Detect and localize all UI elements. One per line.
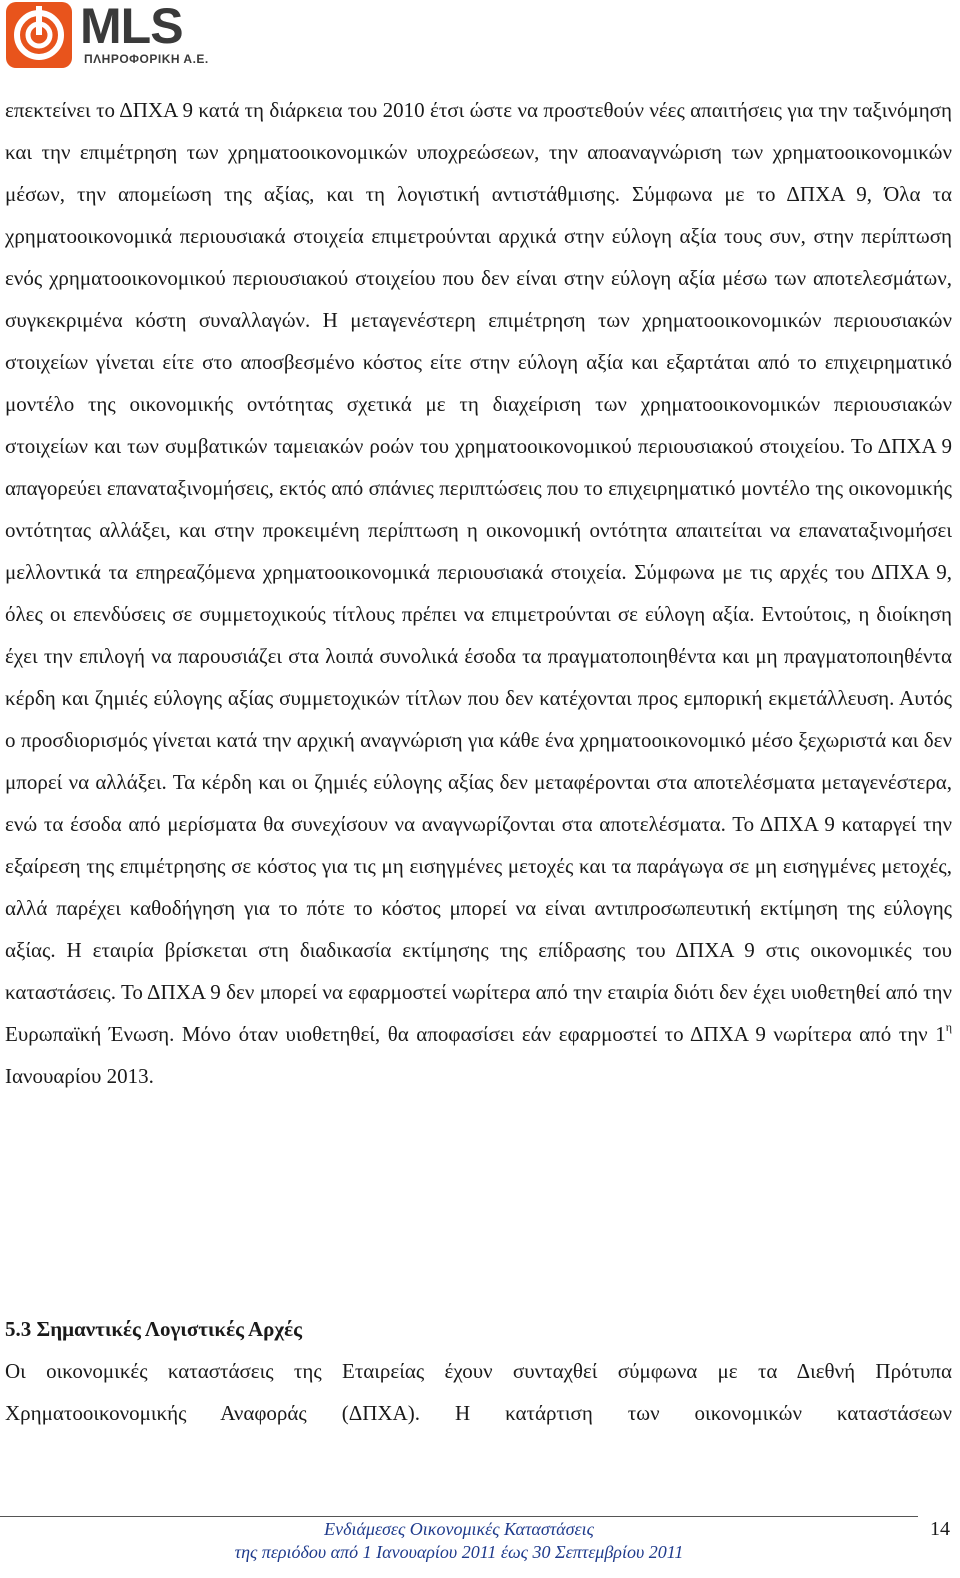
date-superscript: η [945, 1020, 952, 1034]
body-paragraph [5, 89, 952, 1097]
body-paragraph-text: επεκτείνει το ΔΠΧΑ 9 κατά τη διάρκεια του 2010 έτσι ώστε να προστεθούν νέες απαιτήσεις για την ταξινόμηση και την επιμέτρηση των χρηματοοικονομικών υποχρεώσεων, την αποαναγνώριση των χρηματοοικονομικών μέσων, την απομείωση της αξίας, και τη λογιστική αντιστάθμισης. Σύμφωνα με το ΔΠΧΑ 9, Όλα τα χρηματοοικονομικά περιουσιακά στοιχεία επιμετρούνται αρχικά στην εύλογη αξία τους συν, στην περίπτωση ενός χρηματοοικονομικού περιουσιακού στοιχείου που δεν είναι στην εύλογη αξία μέσω των αποτελεσμάτων, συγκεκριμένα κόστη συναλλαγών. Η μεταγενέστερη επιμέτρηση των χρηματοοικονομικών περιουσιακών στοιχείων γίνεται είτε στο αποσβεσμένο κόστος είτε στην εύλογη αξία και εξαρτάται από το επιχειρηματικό μοντέλο της οικονομικής οντότητας σχετικά με τη διαχείριση των χρηματοοικονομικών περιουσιακών στοιχείων και των συμβατικών ταμειακών ροών του χρηματοοικονομικού περιουσιακού στοιχείου. Το ΔΠΧΑ 9 απαγορεύει επαναταξινομήσεις, εκτός από σπάνιες περιπτώσεις που το επιχειρηματικό μοντέλο της οικονομικής οντότητας αλλάξει, και στην προκειμένη περίπτωση η οικονομική οντότητα απαιτείται να επαναταξινομήσει μελλοντικά τα επηρεαζόμενα χρηματοοικονομικά περιουσιακά στοιχεία. Σύμφωνα με τις αρχές του ΔΠΧΑ 9, όλες οι επενδύσεις σε συμμετοχικούς τίτλους πρέπει να επιμετρούνται σε εύλογη αξία. Εντούτοις, η διοίκηση έχει την επιλογή να παρουσιάζει στα λοιπά συνολικά έσοδα τα πραγματοποιηθέντα και μη πραγματοποιηθέντα κέρδη και ζημιές εύλογης αξίας συμμετοχικών τίτλων που δεν κατέχονται προς εμπορική εκμετάλλευση. Αυτός ο προσδιορισμός γίνεται κατά την αρχική αναγνώριση για κάθε ένα χρηματοοικονομικό μέσο ξεχωριστά και δεν μπορεί να αλλάξει. Τα κέρδη και οι ζημιές εύλογης αξίας δεν μεταφέρονται στα αποτελέσματα μεταγενέστερα, ενώ τα έσοδα από μερίσματα θα συνεχίσουν να αναγνωρίζονται στα αποτελέσματα. Το ΔΠΧΑ 9 καταργεί την εξαίρεση της επιμέτρησης σε κόστος για τις μη εισηγμένες μετοχές και τα παράγωγα σε μη εισηγμένες μετοχές, αλλά παρέχει καθοδήγηση για το πότε το κόστος μπορεί να είναι αντιπροσωπευτική εκτίμηση της εύλογης αξίας. Η εταιρία βρίσκεται στη διαδικασία εκτίμησης της επίδρασης του ΔΠΧΑ 9 στις οικονομικές του καταστάσεις. Το ΔΠΧΑ 9 δεν μπορεί να εφαρμοστεί νωρίτερα από την εταιρία διότι δεν έχει υιοθετηθεί από την Ευρωπαϊκή Ένωση. Μόνο όταν υιοθετηθεί, θα αποφασίσει εάν εφαρμοστεί το ΔΠΧΑ 9 νωρίτερα από την 1 [5, 98, 952, 1046]
body-paragraph-end: Ιανουαρίου 2013. [5, 1064, 154, 1088]
page-number: 14 [930, 1518, 950, 1540]
logo-subtitle: ΠΛΗΡΟΦΟΡΙΚΗ Α.Ε. [84, 52, 209, 66]
mls-logo-icon [6, 2, 72, 68]
company-logo [6, 2, 236, 70]
footer-period: της περιόδου από 1 Ιανουαρίου 2011 έως 30 Σεπτεμβρίου 2011 [234, 1542, 684, 1562]
logo-wordmark: MLS [80, 0, 183, 54]
section-paragraph: Οι οικονομικές καταστάσεις της Εταιρείας έχουν συνταχθεί σύμφωνα με τα Διεθνή Πρότυπα Χρηματοοικονομικής Αναφοράς (ΔΠΧΑ). Η κατάρτιση των οικονομικών καταστάσεων [5, 1359, 952, 1425]
footer-title: Ενδιάμεσες Οικονομικές Καταστάσεις [324, 1519, 594, 1539]
footer-divider [0, 1516, 918, 1517]
section-heading: 5.3 Σημαντικές Λογιστικές Αρχές [5, 1317, 302, 1341]
